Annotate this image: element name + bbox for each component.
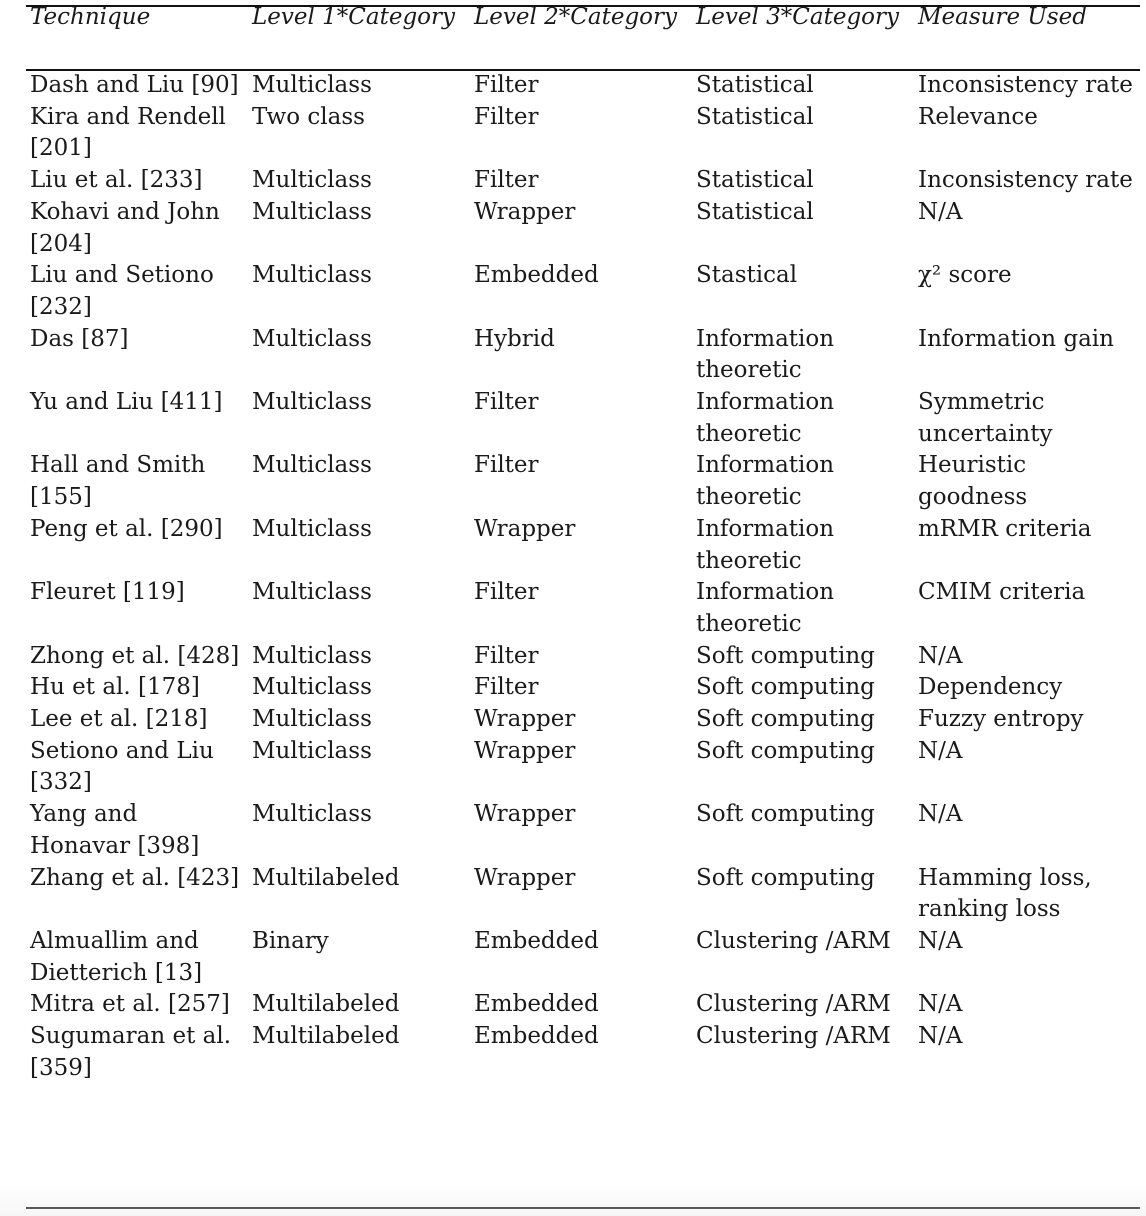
table-row xyxy=(30,926,1140,989)
cell-level3: Information theoretic xyxy=(696,325,835,384)
cell-level3: Information theoretic xyxy=(696,515,835,574)
cell-technique: Lee et al. [218] xyxy=(30,706,208,733)
cell-measure: N/A xyxy=(918,1023,963,1050)
cell-level3: Soft computing xyxy=(696,864,875,891)
table-row xyxy=(30,165,1140,197)
table-row xyxy=(30,577,1140,640)
cell-level1: Multiclass xyxy=(252,72,372,98)
cell-technique: Setiono and Liu [332] xyxy=(30,737,214,796)
cell-measure: N/A xyxy=(918,991,963,1018)
cell-technique: Hall and Smith [155] xyxy=(30,452,206,511)
table-row xyxy=(30,197,1140,260)
cell-level1: Binary xyxy=(252,927,329,954)
table-bottom-rule xyxy=(26,1207,1140,1209)
cell-level3: Soft computing xyxy=(696,706,875,733)
table-row xyxy=(30,799,1140,862)
cell-measure: N/A xyxy=(918,642,963,669)
cell-level1: Multilabeled xyxy=(252,864,400,891)
header-row xyxy=(30,2,1140,70)
cell-level3: Statistical xyxy=(696,103,814,130)
cell-technique: Almuallim and Dietterich [13] xyxy=(30,927,203,986)
cell-measure: N/A xyxy=(918,198,963,225)
cell-technique: Liu and Setiono [232] xyxy=(30,262,214,320)
cell-level1: Two class xyxy=(252,103,365,130)
cell-level2: Wrapper xyxy=(474,864,576,891)
cell-technique: Mitra et al. [257] xyxy=(30,991,230,1018)
table-row xyxy=(30,863,1140,926)
cell-technique: Sugumaran et al. [359] xyxy=(30,1023,232,1081)
cell-level2: Filter xyxy=(474,103,539,130)
cell-level3: Clustering /ARM xyxy=(696,1023,891,1050)
cell-level3: Soft computing xyxy=(696,674,875,701)
table-row xyxy=(30,387,1140,450)
cell-level2: Filter xyxy=(474,642,539,669)
cell-level2: Filter xyxy=(474,579,539,606)
table-row xyxy=(30,324,1140,387)
cell-level2: Wrapper xyxy=(474,801,576,828)
cell-level1: Multiclass xyxy=(252,262,372,289)
cell-measure: χ² score xyxy=(918,262,1012,289)
cell-level2: Embedded xyxy=(474,1023,599,1050)
cell-level1: Multiclass xyxy=(252,452,372,479)
cell-measure: N/A xyxy=(918,927,963,954)
cell-level3: Soft computing xyxy=(696,801,875,828)
cell-level2: Hybrid xyxy=(474,325,555,352)
cell-level3: Statistical xyxy=(696,72,814,98)
cell-level3: Clustering /ARM xyxy=(696,991,891,1018)
cell-measure: Fuzzy entropy xyxy=(918,706,1084,733)
table-row xyxy=(30,641,1140,673)
cell-level1: Multiclass xyxy=(252,325,372,352)
table-body xyxy=(30,70,1140,1085)
cell-technique: Dash and Liu [90] xyxy=(30,72,239,98)
cell-level1: Multilabeled xyxy=(252,991,400,1018)
bottom-shadow xyxy=(0,1186,1146,1216)
cell-technique: Yang and Honavar [398] xyxy=(30,801,200,859)
cell-level2: Filter xyxy=(474,674,539,701)
cell-level2: Filter xyxy=(474,452,539,479)
cell-technique: Zhang et al. [423] xyxy=(30,864,240,891)
cell-level3: Soft computing xyxy=(696,642,875,669)
cell-measure: Information gain xyxy=(918,325,1114,352)
table-header xyxy=(30,2,1140,70)
cell-level2: Embedded xyxy=(474,927,599,954)
cell-measure: Inconsistency rate xyxy=(918,167,1133,194)
table-row xyxy=(30,450,1140,513)
table-row xyxy=(30,1021,1140,1084)
cell-level3: Statistical xyxy=(696,167,814,194)
table-row xyxy=(30,736,1140,799)
cell-level1: Multiclass xyxy=(252,389,372,416)
cell-level2: Wrapper xyxy=(474,198,576,225)
header-level1: Level 1*Category xyxy=(252,4,456,30)
table-row xyxy=(30,672,1140,704)
cell-measure: mRMR criteria xyxy=(918,515,1092,542)
cell-technique: Hu et al. [178] xyxy=(30,674,200,701)
cell-level3: Stastical xyxy=(696,262,798,289)
cell-technique: Zhong et al. [428] xyxy=(30,642,240,669)
cell-level1: Multiclass xyxy=(252,642,372,669)
cell-measure: Symmetric uncertainty xyxy=(918,389,1053,447)
cell-technique: Kohavi and John [204] xyxy=(30,198,220,257)
cell-level3: Information theoretic xyxy=(696,452,835,511)
cell-measure: N/A xyxy=(918,801,963,828)
cell-level2: Embedded xyxy=(474,262,599,289)
table-row xyxy=(30,514,1140,577)
cell-level1: Multiclass xyxy=(252,706,372,733)
cell-level2: Embedded xyxy=(474,991,599,1018)
cell-level1: Multiclass xyxy=(252,515,372,542)
header-level2: Level 2*Category xyxy=(474,4,678,30)
header-level3: Level 3*Category xyxy=(696,4,900,30)
cell-level3: Information theoretic xyxy=(696,579,835,637)
cell-level2: Wrapper xyxy=(474,515,576,542)
cell-level1: Multilabeled xyxy=(252,1023,400,1050)
cell-technique: Fleuret [119] xyxy=(30,579,185,606)
cell-level2: Wrapper xyxy=(474,737,576,764)
header-technique: Technique xyxy=(30,4,151,30)
table-row xyxy=(30,260,1140,323)
cell-level3: Statistical xyxy=(696,198,814,225)
cell-level1: Multiclass xyxy=(252,198,372,225)
cell-level3: Clustering /ARM xyxy=(696,927,891,954)
cell-measure: Hamming loss, ranking loss xyxy=(918,864,1092,923)
cell-level2: Filter xyxy=(474,167,539,194)
cell-technique: Liu et al. [233] xyxy=(30,167,203,194)
cell-measure: CMIM criteria xyxy=(918,579,1086,606)
cell-level3: Soft computing xyxy=(696,737,875,764)
cell-level2: Wrapper xyxy=(474,706,576,733)
table-row xyxy=(30,102,1140,165)
cell-level1: Multiclass xyxy=(252,801,372,828)
header-measure: Measure Used xyxy=(918,4,1087,30)
cell-level1: Multiclass xyxy=(252,674,372,701)
table-row xyxy=(30,70,1140,102)
cell-level1: Multiclass xyxy=(252,737,372,764)
cell-measure: N/A xyxy=(918,737,963,764)
table-row xyxy=(30,989,1140,1021)
table-row xyxy=(30,704,1140,736)
cell-level1: Multiclass xyxy=(252,167,372,194)
cell-measure: Relevance xyxy=(918,103,1038,130)
cell-technique: Das [87] xyxy=(30,325,129,352)
cell-level3: Information theoretic xyxy=(696,389,835,447)
cell-technique: Peng et al. [290] xyxy=(30,515,223,542)
cell-technique: Yu and Liu [411] xyxy=(30,389,223,416)
cell-level2: Filter xyxy=(474,389,539,416)
feature-selection-table xyxy=(30,2,1140,1085)
cell-measure: Heuristic goodness xyxy=(918,452,1028,511)
cell-level1: Multiclass xyxy=(252,579,372,606)
cell-measure: Dependency xyxy=(918,674,1063,701)
cell-technique: Kira and Rendell [201] xyxy=(30,103,226,162)
cell-level2: Filter xyxy=(474,72,539,98)
cell-measure: Inconsistency rate xyxy=(918,72,1133,98)
